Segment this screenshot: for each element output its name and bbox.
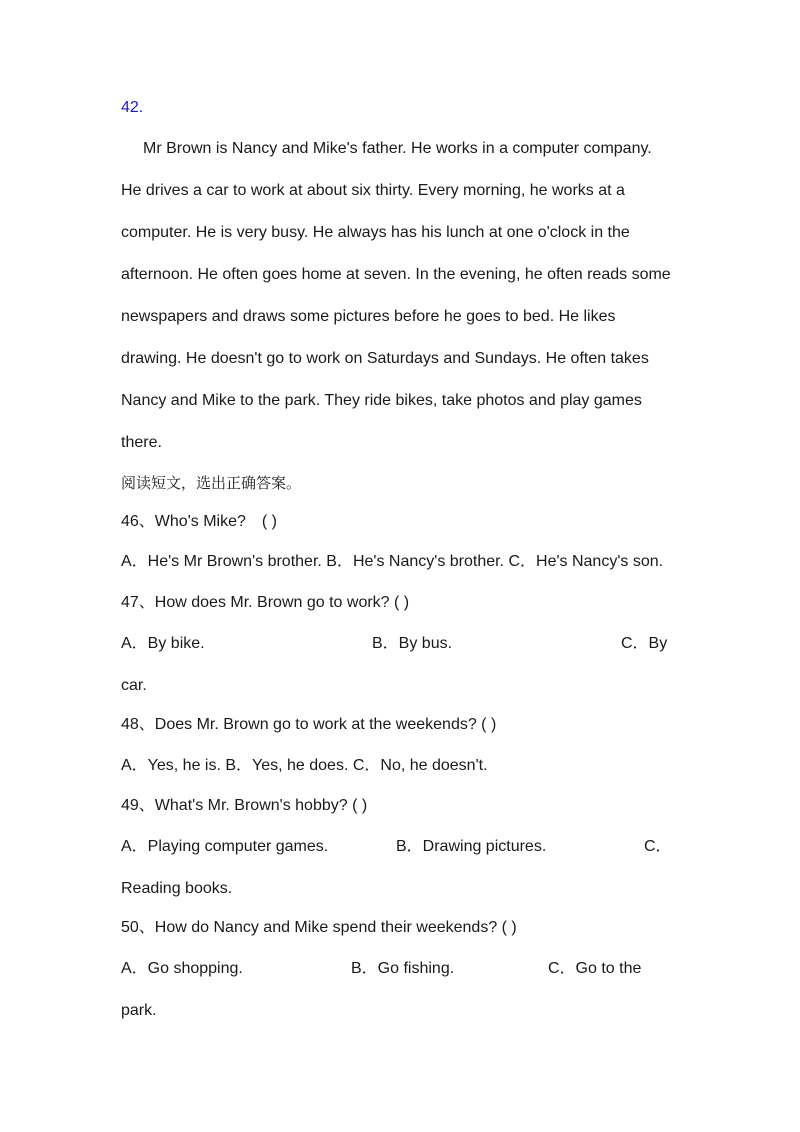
question-47-option-c: C．By xyxy=(621,635,668,652)
question-49-option-c-cont: Reading books. xyxy=(121,880,233,897)
question-50-option-a: A．Go shopping. xyxy=(121,960,243,977)
question-46-stem: 46、Who's Mike? ( ) xyxy=(121,513,277,530)
passage-line-1: Mr Brown is Nancy and Mike's father. He works in a computer company. xyxy=(143,140,652,157)
question-46-options: A．He's Mr Brown's brother. B．He's Nancy's brother. C．He's Nancy's son. xyxy=(121,553,664,570)
instruction-text: 阅读短文，选出正确答案。 xyxy=(121,474,302,492)
question-49-stem: 49、What's Mr. Brown's hobby? ( ) xyxy=(121,797,368,814)
question-48-stem: 48、Does Mr. Brown go to work at the weekends? ( ) xyxy=(121,716,497,733)
passage-line-7: Nancy and Mike to the park. They ride bikes, take photos and play games xyxy=(121,392,642,409)
question-47-option-c-cont: car. xyxy=(121,677,147,694)
question-47-option-b: B．By bus. xyxy=(372,635,453,652)
question-47-stem: 47、How does Mr. Brown go to work? ( ) xyxy=(121,594,410,611)
question-49-option-c: C． xyxy=(644,838,672,855)
question-50-option-c: C．Go to the xyxy=(548,960,642,977)
question-49-option-a: A．Playing computer games. xyxy=(121,838,329,855)
question-50-option-c-cont: park. xyxy=(121,1002,157,1019)
question-48-options: A．Yes, he is. B．Yes, he does. C．No, he doesn't. xyxy=(121,757,488,774)
passage-line-3: computer. He is very busy. He always has his lunch at one o'clock in the xyxy=(121,224,630,241)
question-50-stem: 50、How do Nancy and Mike spend their weekends? ( ) xyxy=(121,919,517,936)
question-50-option-b: B．Go fishing. xyxy=(351,960,455,977)
passage-line-6: drawing. He doesn't go to work on Saturdays and Sundays. He often takes xyxy=(121,350,649,367)
question-number: 42. xyxy=(121,99,144,116)
passage-line-5: newspapers and draws some pictures before he goes to bed. He likes xyxy=(121,308,616,325)
passage-line-2: He drives a car to work at about six thirty. Every morning, he works at a xyxy=(121,182,625,199)
passage-line-8: there. xyxy=(121,434,162,451)
question-49-option-b: B．Drawing pictures. xyxy=(396,838,547,855)
question-47-option-a: A．By bike. xyxy=(121,635,205,652)
passage-line-4: afternoon. He often goes home at seven. In the evening, he often reads some xyxy=(121,266,671,283)
